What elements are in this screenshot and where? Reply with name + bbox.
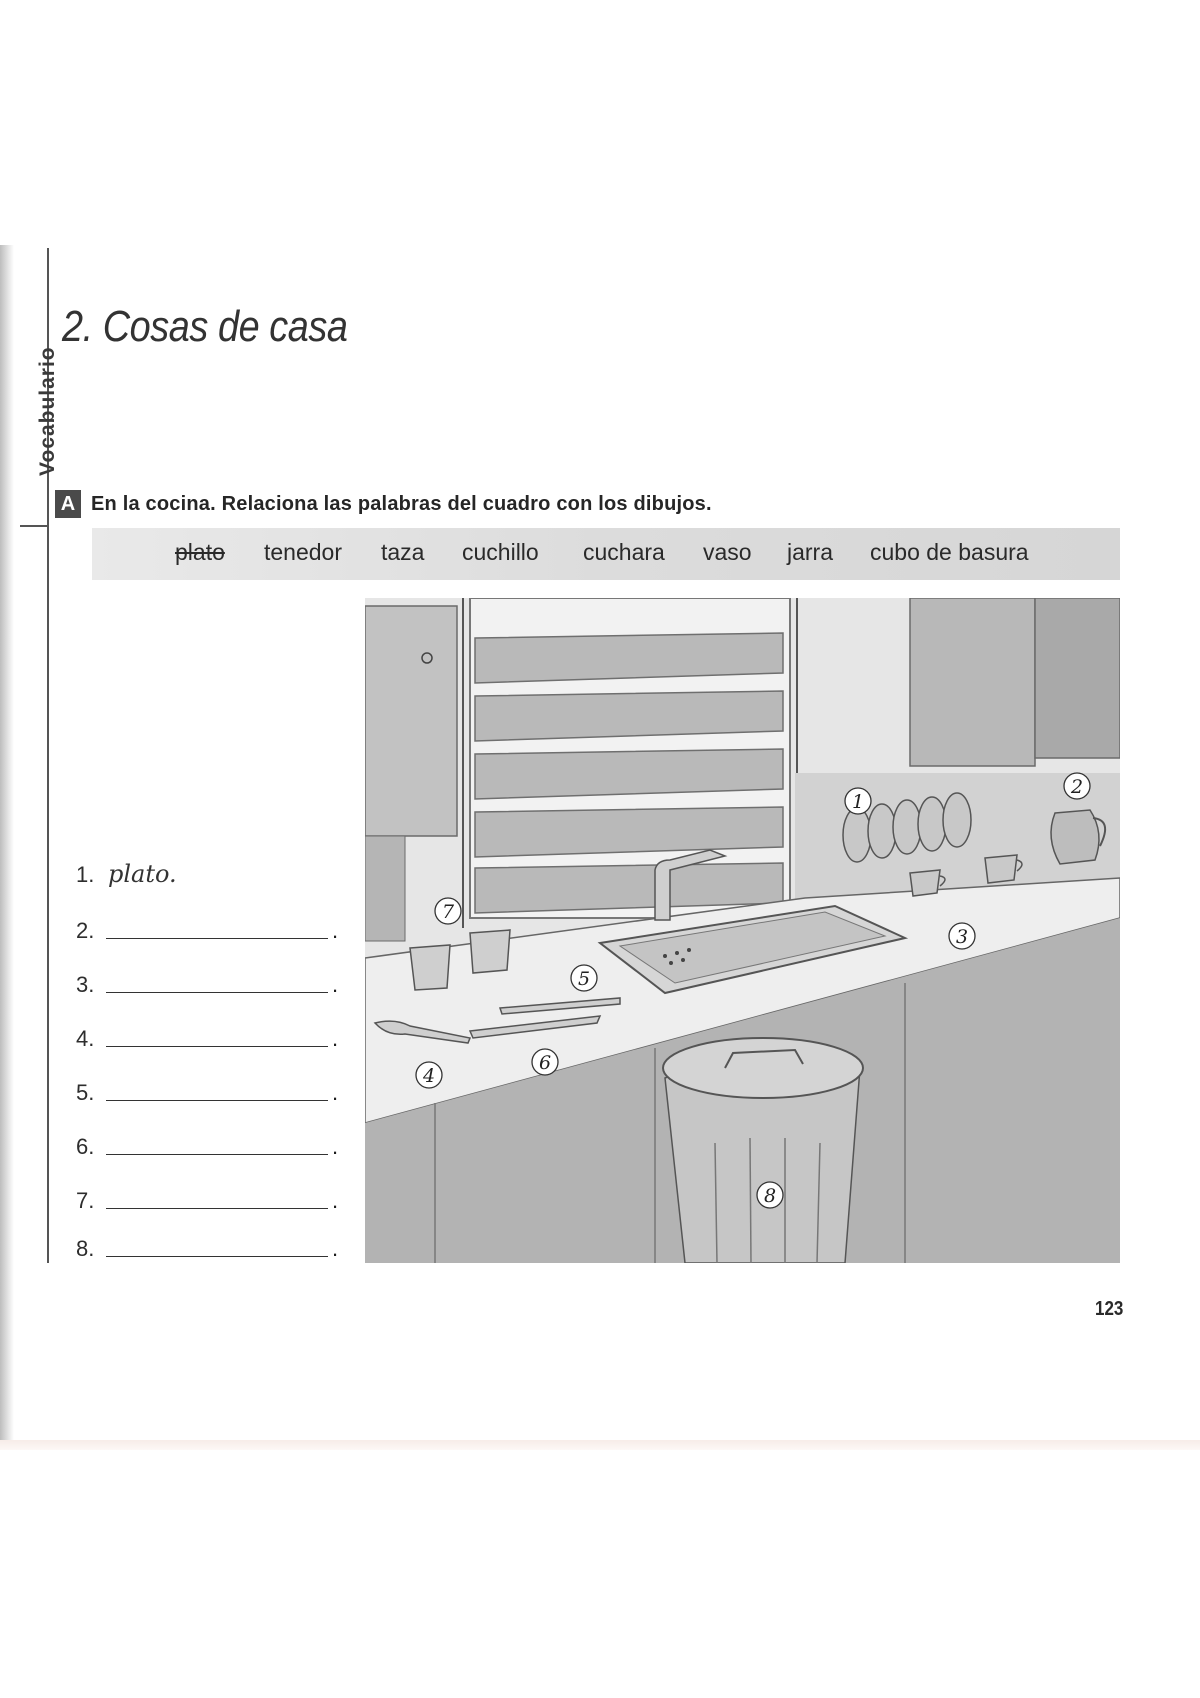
answer-number: 2. <box>76 918 95 943</box>
answer-row-3: 3. . <box>76 972 339 997</box>
picture-label-1: 1 <box>851 791 865 813</box>
picture-label-6: 6 <box>538 1052 552 1074</box>
window-blinds <box>475 633 783 913</box>
answer-row-2: 2. . <box>76 918 339 943</box>
answer-number: 3. <box>76 972 95 997</box>
picture-label-4: 4 <box>422 1065 436 1087</box>
word-tenedor: tenedor <box>264 539 343 565</box>
exercise-instruction <box>55 490 712 518</box>
margin-tick <box>20 525 47 527</box>
answer-row-8: 8. . <box>76 1236 339 1261</box>
word-cuchara: cuchara <box>583 539 665 565</box>
jug <box>1051 810 1099 864</box>
page-edge <box>0 1440 1200 1450</box>
answer-row-6: 6. . <box>76 1134 339 1159</box>
answer-number: 8. <box>76 1236 95 1261</box>
word-cuchillo: cuchillo <box>462 539 539 565</box>
upper-cabinet-left <box>365 606 457 836</box>
upper-cabinet-right <box>910 598 1035 766</box>
picture-label-3: 3 <box>955 926 969 948</box>
answer-example: plato. <box>108 860 177 888</box>
answer-blank[interactable] <box>106 1255 328 1257</box>
instruction-text: En la cocina. Relaciona las palabras del cuadro con los dibujos. <box>91 492 712 515</box>
answer-number: 4. <box>76 1026 95 1051</box>
answer-blank[interactable] <box>106 1153 328 1155</box>
answer-blank[interactable] <box>106 991 328 993</box>
word-plato: plato <box>175 539 225 565</box>
section-title: 2. Cosas de casa <box>62 302 348 351</box>
kitchen-illustration <box>365 598 1120 1263</box>
answer-number: 7. <box>76 1188 95 1213</box>
answer-blank[interactable] <box>106 1099 328 1101</box>
answer-row-4: 4. . <box>76 1026 339 1051</box>
answer-number: 6. <box>76 1134 95 1159</box>
picture-label-5: 5 <box>577 968 591 990</box>
answer-number: 5. <box>76 1080 95 1105</box>
answer-row-5: 5. . <box>76 1080 339 1105</box>
word-jarra: jarra <box>787 539 834 565</box>
page-number: 123 <box>1095 1298 1124 1320</box>
word-vaso: vaso <box>703 539 752 565</box>
picture-label-7: 7 <box>441 901 455 923</box>
answer-number: 1. <box>76 862 95 887</box>
answer-row-1 <box>76 860 177 888</box>
answer-blank[interactable] <box>106 1045 328 1047</box>
picture-label-8: 8 <box>763 1185 777 1207</box>
answer-blank[interactable] <box>106 937 328 939</box>
exercise-badge: A <box>55 490 81 518</box>
answer-row-7: 7. . <box>76 1188 339 1213</box>
picture-label-2: 2 <box>1070 776 1084 798</box>
spine-shadow <box>0 245 14 1445</box>
word-taza: taza <box>381 539 425 565</box>
side-tab-label: Vocabulario <box>36 346 59 476</box>
word-cubo-de-basura: cubo de basura <box>870 539 1029 565</box>
side-tab <box>36 144 60 476</box>
answer-blank[interactable] <box>106 1207 328 1209</box>
